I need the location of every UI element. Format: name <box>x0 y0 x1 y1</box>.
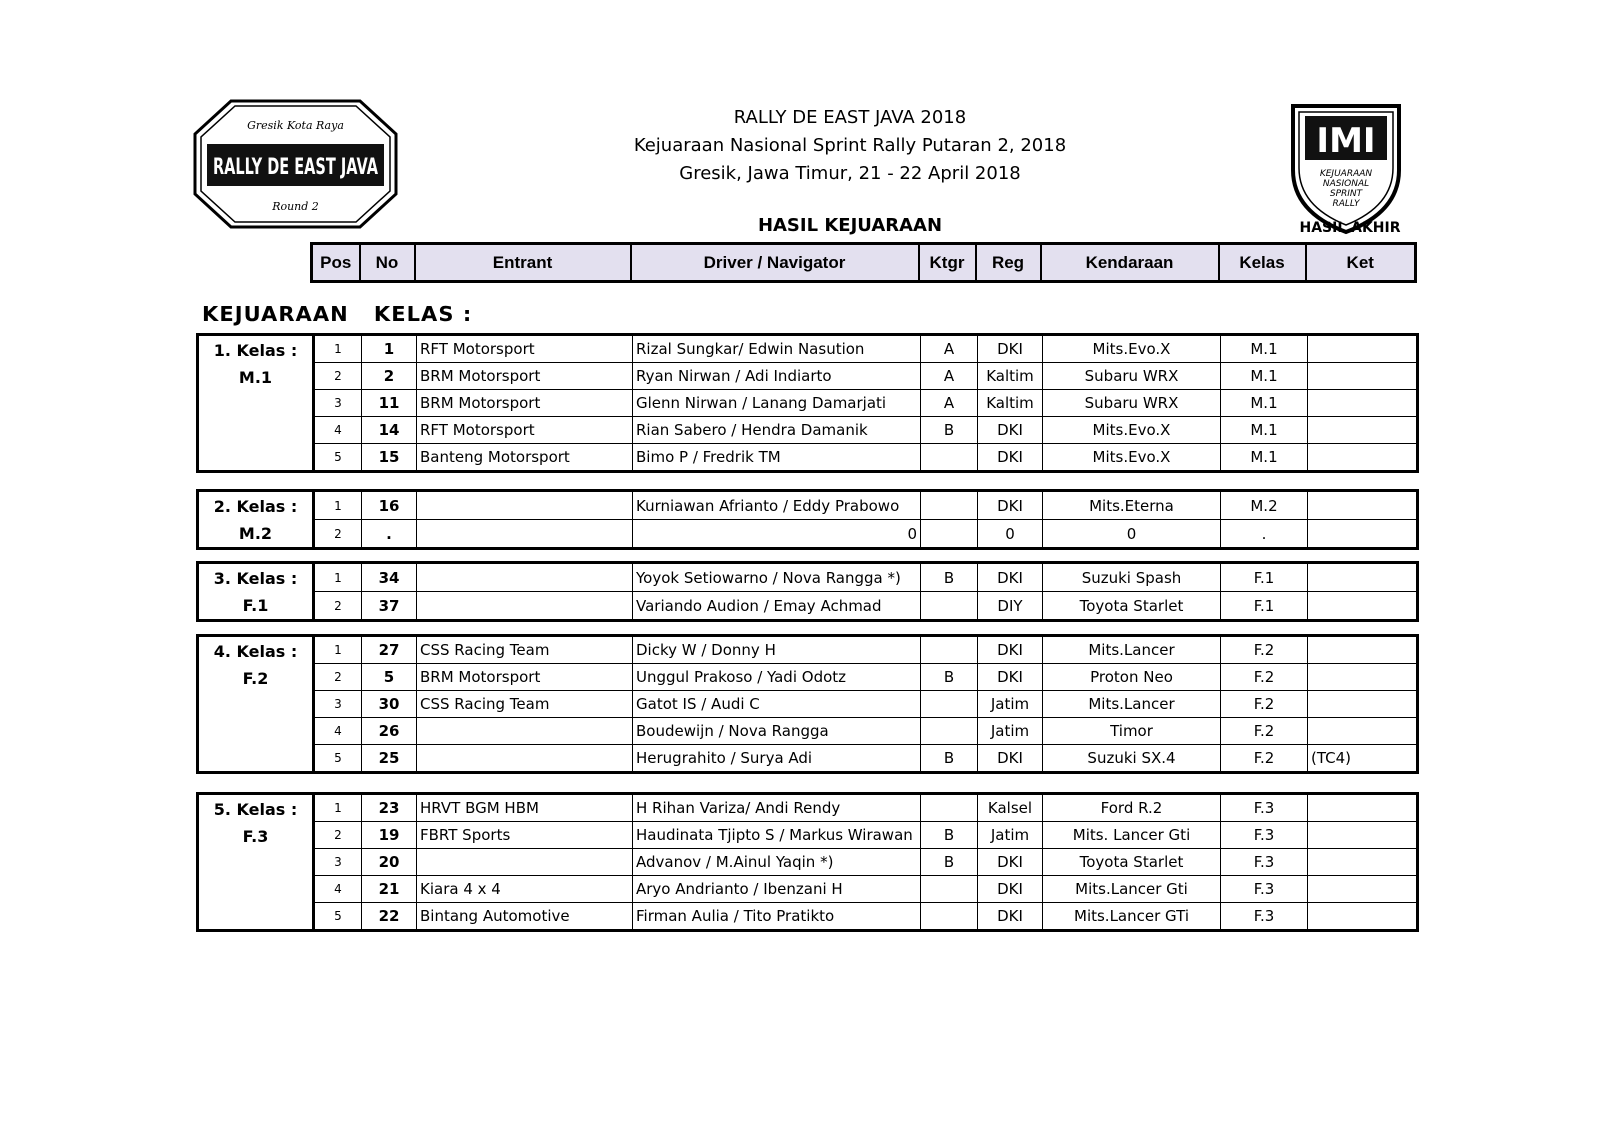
cell-ktgr: B <box>921 849 978 876</box>
cell-kelas: F.2 <box>1221 636 1308 664</box>
cell-no: 2 <box>362 363 417 390</box>
cell-vehicle: Suzuki SX.4 <box>1043 745 1221 773</box>
cell-reg: DKI <box>978 444 1043 472</box>
class-label-cell <box>198 335 314 472</box>
svg-text:RALLY DE EAST JAVA: RALLY DE EAST JAVA <box>213 155 378 180</box>
svg-text:KEJUARAAN: KEJUARAAN <box>1319 169 1373 179</box>
svg-text:Gresik Kota Raya: Gresik Kota Raya <box>247 119 344 132</box>
class-label-cell <box>198 636 314 773</box>
imi-logo <box>1287 100 1405 236</box>
class-group-table <box>196 333 1419 473</box>
cell-kelas: M.2 <box>1221 491 1308 520</box>
table-row <box>198 849 1418 876</box>
class-code: M.2 <box>238 524 273 543</box>
table-row <box>198 444 1418 472</box>
cell-vehicle: Timor <box>1043 718 1221 745</box>
cell-reg: DKI <box>978 849 1043 876</box>
table-row <box>198 563 1418 592</box>
cell-reg: DKI <box>978 876 1043 903</box>
cell-ktgr <box>921 718 978 745</box>
cell-pos: 1 <box>314 636 362 664</box>
cell-vehicle: Subaru WRX <box>1043 363 1221 390</box>
cell-vehicle: 0 <box>1043 520 1221 549</box>
cell-vehicle: Suzuki Spash <box>1043 563 1221 592</box>
cell-entrant: FBRT Sports <box>417 822 633 849</box>
cell-driver: Glenn Nirwan / Lanang Damarjati <box>633 390 921 417</box>
cell-no: 16 <box>362 491 417 520</box>
cell-reg: Kaltim <box>978 390 1043 417</box>
cell-driver: Boudewijn / Nova Rangga <box>633 718 921 745</box>
cell-no: 1 <box>362 335 417 363</box>
column-header-kendaraan: Kendaraan <box>1041 244 1219 282</box>
column-header-driver-navigator: Driver / Navigator <box>631 244 919 282</box>
cell-no: 23 <box>362 794 417 822</box>
cell-driver: Firman Aulia / Tito Pratikto <box>633 903 921 931</box>
column-header-row <box>310 242 1417 283</box>
cell-entrant <box>417 745 633 773</box>
cell-ket <box>1308 664 1418 691</box>
cell-driver: Rian Sabero / Hendra Damanik <box>633 417 921 444</box>
cell-kelas: F.2 <box>1221 664 1308 691</box>
svg-text:RALLY: RALLY <box>1332 199 1360 209</box>
cell-ktgr <box>921 491 978 520</box>
cell-ket <box>1308 491 1418 520</box>
cell-no: 37 <box>362 592 417 621</box>
cell-pos: 2 <box>314 822 362 849</box>
cell-driver: Gatot IS / Audi C <box>633 691 921 718</box>
cell-reg: Kaltim <box>978 363 1043 390</box>
cell-kelas: M.1 <box>1221 417 1308 444</box>
table-row <box>198 491 1418 520</box>
cell-kelas: F.1 <box>1221 563 1308 592</box>
cell-vehicle: Mits.Lancer <box>1043 691 1221 718</box>
class-code: M.1 <box>238 368 273 387</box>
event-title: RALLY DE EAST JAVA 2018 <box>733 107 967 128</box>
result-status: HASIL AKHIR <box>1299 220 1401 236</box>
cell-kelas: F.2 <box>1221 745 1308 773</box>
table-row <box>198 745 1418 773</box>
cell-vehicle: Mits.Evo.X <box>1043 335 1221 363</box>
cell-pos: 5 <box>314 903 362 931</box>
cell-ktgr: A <box>921 390 978 417</box>
cell-entrant: BRM Motorsport <box>417 363 633 390</box>
class-label: 3. Kelas : <box>213 569 298 588</box>
cell-vehicle: Mits.Lancer Gti <box>1043 876 1221 903</box>
cell-ket <box>1308 520 1418 549</box>
cell-ktgr: B <box>921 822 978 849</box>
class-label: 4. Kelas : <box>213 642 298 661</box>
document-heading <box>600 104 1100 188</box>
cell-ket <box>1308 794 1418 822</box>
cell-ket <box>1308 417 1418 444</box>
cell-pos: 1 <box>314 335 362 363</box>
cell-reg: DKI <box>978 745 1043 773</box>
result-title: HASIL KEJUARAAN <box>757 215 943 236</box>
cell-reg: DKI <box>978 563 1043 592</box>
cell-reg: DKI <box>978 903 1043 931</box>
cell-entrant <box>417 592 633 621</box>
cell-kelas: F.2 <box>1221 718 1308 745</box>
cell-entrant: CSS Racing Team <box>417 636 633 664</box>
cell-ktgr: A <box>921 363 978 390</box>
cell-pos: 2 <box>314 520 362 549</box>
cell-ket <box>1308 691 1418 718</box>
cell-ktgr <box>921 691 978 718</box>
cell-vehicle: Toyota Starlet <box>1043 849 1221 876</box>
column-header-no: No <box>360 244 415 282</box>
cell-reg: DIY <box>978 592 1043 621</box>
class-group-table <box>196 792 1419 932</box>
cell-ktgr: A <box>921 335 978 363</box>
class-code: F.2 <box>242 669 269 688</box>
cell-pos: 1 <box>314 491 362 520</box>
column-header-pos: Pos <box>312 244 360 282</box>
cell-driver: Aryo Andrianto / Ibenzani H <box>633 876 921 903</box>
cell-entrant: Banteng Motorsport <box>417 444 633 472</box>
cell-no: 26 <box>362 718 417 745</box>
cell-ktgr <box>921 636 978 664</box>
cell-kelas: . <box>1221 520 1308 549</box>
cell-no: 15 <box>362 444 417 472</box>
column-header-reg: Reg <box>976 244 1041 282</box>
cell-reg: DKI <box>978 335 1043 363</box>
cell-no: 11 <box>362 390 417 417</box>
cell-reg: DKI <box>978 664 1043 691</box>
cell-kelas: F.3 <box>1221 794 1308 822</box>
cell-pos: 2 <box>314 363 362 390</box>
cell-entrant <box>417 520 633 549</box>
table-row <box>198 636 1418 664</box>
cell-entrant: BRM Motorsport <box>417 664 633 691</box>
table-row <box>198 363 1418 390</box>
cell-entrant <box>417 849 633 876</box>
cell-entrant: BRM Motorsport <box>417 390 633 417</box>
cell-vehicle: Subaru WRX <box>1043 390 1221 417</box>
class-group-table <box>196 561 1419 622</box>
cell-ket <box>1308 718 1418 745</box>
cell-pos: 4 <box>314 417 362 444</box>
cell-driver: Yoyok Setiowarno / Nova Rangga *) <box>633 563 921 592</box>
cell-entrant: Bintang Automotive <box>417 903 633 931</box>
cell-pos: 3 <box>314 849 362 876</box>
cell-pos: 5 <box>314 444 362 472</box>
cell-no: 22 <box>362 903 417 931</box>
cell-pos: 4 <box>314 718 362 745</box>
rally-de-east-java-logo <box>193 98 398 230</box>
svg-text:SPRINT: SPRINT <box>1329 189 1363 199</box>
cell-ket <box>1308 849 1418 876</box>
cell-driver: Ryan Nirwan / Adi Indiarto <box>633 363 921 390</box>
cell-ktgr: B <box>921 745 978 773</box>
cell-driver: Variando Audion / Emay Achmad <box>633 592 921 621</box>
cell-ket: (TC4) <box>1308 745 1418 773</box>
cell-reg: DKI <box>978 636 1043 664</box>
cell-vehicle: Ford R.2 <box>1043 794 1221 822</box>
class-group-table <box>196 489 1419 550</box>
cell-no: 34 <box>362 563 417 592</box>
cell-driver: Unggul Prakoso / Yadi Odotz <box>633 664 921 691</box>
cell-entrant: RFT Motorsport <box>417 335 633 363</box>
table-row <box>198 592 1418 621</box>
cell-ket <box>1308 390 1418 417</box>
cell-vehicle: Mits.Lancer GTi <box>1043 903 1221 931</box>
table-row <box>198 876 1418 903</box>
table-row <box>198 691 1418 718</box>
cell-pos: 3 <box>314 390 362 417</box>
cell-ktgr <box>921 876 978 903</box>
class-code: F.1 <box>242 596 269 615</box>
cell-ktgr <box>921 903 978 931</box>
cell-ket <box>1308 876 1418 903</box>
cell-entrant: HRVT BGM HBM <box>417 794 633 822</box>
cell-no: 30 <box>362 691 417 718</box>
cell-driver: Bimo P / Fredrik TM <box>633 444 921 472</box>
table-row <box>198 417 1418 444</box>
class-code: F.3 <box>242 827 269 846</box>
cell-no: 20 <box>362 849 417 876</box>
cell-ket <box>1308 903 1418 931</box>
cell-kelas: M.1 <box>1221 335 1308 363</box>
cell-entrant <box>417 491 633 520</box>
cell-vehicle: Mits.Lancer <box>1043 636 1221 664</box>
cell-ket <box>1308 822 1418 849</box>
section-title: KEJUARAAN KELAS : <box>202 302 473 326</box>
table-row <box>198 822 1418 849</box>
cell-ktgr <box>921 794 978 822</box>
cell-vehicle: Mits.Evo.X <box>1043 444 1221 472</box>
cell-pos: 2 <box>314 592 362 621</box>
cell-ktgr: B <box>921 664 978 691</box>
cell-reg: Jatim <box>978 822 1043 849</box>
column-header-kelas: Kelas <box>1219 244 1306 282</box>
cell-driver: Rizal Sungkar/ Edwin Nasution <box>633 335 921 363</box>
class-label-cell <box>198 491 314 549</box>
column-header-entrant: Entrant <box>415 244 631 282</box>
cell-reg: Kalsel <box>978 794 1043 822</box>
cell-kelas: F.2 <box>1221 691 1308 718</box>
cell-driver: Herugrahito / Surya Adi <box>633 745 921 773</box>
cell-pos: 3 <box>314 691 362 718</box>
cell-kelas: F.3 <box>1221 849 1308 876</box>
table-row <box>198 794 1418 822</box>
cell-vehicle: Toyota Starlet <box>1043 592 1221 621</box>
cell-driver: Advanov / M.Ainul Yaqin *) <box>633 849 921 876</box>
cell-kelas: F.3 <box>1221 822 1308 849</box>
cell-entrant <box>417 563 633 592</box>
cell-kelas: F.1 <box>1221 592 1308 621</box>
column-header-ktgr: Ktgr <box>919 244 976 282</box>
cell-ket <box>1308 563 1418 592</box>
cell-pos: 2 <box>314 664 362 691</box>
cell-reg: DKI <box>978 417 1043 444</box>
cell-no: 25 <box>362 745 417 773</box>
cell-reg: Jatim <box>978 691 1043 718</box>
cell-driver: H Rihan Variza/ Andi Rendy <box>633 794 921 822</box>
cell-kelas: M.1 <box>1221 390 1308 417</box>
cell-pos: 1 <box>314 794 362 822</box>
class-label: 5. Kelas : <box>213 800 298 819</box>
cell-ket <box>1308 444 1418 472</box>
cell-no: 19 <box>362 822 417 849</box>
cell-kelas: M.1 <box>1221 363 1308 390</box>
cell-entrant: CSS Racing Team <box>417 691 633 718</box>
cell-vehicle: Proton Neo <box>1043 664 1221 691</box>
cell-vehicle: Mits.Eterna <box>1043 491 1221 520</box>
table-row <box>198 718 1418 745</box>
svg-text:IMI: IMI <box>1316 121 1376 161</box>
cell-vehicle: Mits. Lancer Gti <box>1043 822 1221 849</box>
cell-ktgr: B <box>921 563 978 592</box>
cell-no: 14 <box>362 417 417 444</box>
table-row <box>198 903 1418 931</box>
cell-pos: 1 <box>314 563 362 592</box>
svg-text:NASIONAL: NASIONAL <box>1322 179 1370 189</box>
cell-ktgr <box>921 520 978 549</box>
cell-ket <box>1308 335 1418 363</box>
class-group-table <box>196 634 1419 774</box>
cell-driver: Kurniawan Afrianto / Eddy Prabowo <box>633 491 921 520</box>
class-label: 2. Kelas : <box>213 497 298 516</box>
cell-ket <box>1308 592 1418 621</box>
cell-kelas: F.3 <box>1221 876 1308 903</box>
cell-ktgr: B <box>921 417 978 444</box>
cell-pos: 5 <box>314 745 362 773</box>
column-header-ket: Ket <box>1306 244 1416 282</box>
class-label-cell <box>198 563 314 621</box>
cell-entrant <box>417 718 633 745</box>
event-subtitle: Kejuaraan Nasional Sprint Rally Putaran 2, 2018 <box>633 135 1067 156</box>
cell-vehicle: Mits.Evo.X <box>1043 417 1221 444</box>
cell-ktgr <box>921 592 978 621</box>
cell-no: 5 <box>362 664 417 691</box>
table-row <box>198 335 1418 363</box>
class-label-cell <box>198 794 314 931</box>
cell-reg: DKI <box>978 491 1043 520</box>
cell-no: 21 <box>362 876 417 903</box>
cell-reg: 0 <box>978 520 1043 549</box>
table-row <box>198 390 1418 417</box>
cell-kelas: F.3 <box>1221 903 1308 931</box>
cell-ktgr <box>921 444 978 472</box>
table-row <box>198 520 1418 549</box>
cell-driver: Dicky W / Donny H <box>633 636 921 664</box>
cell-no: 27 <box>362 636 417 664</box>
cell-entrant: RFT Motorsport <box>417 417 633 444</box>
cell-driver: Haudinata Tjipto S / Markus Wirawan <box>633 822 921 849</box>
cell-ket <box>1308 636 1418 664</box>
class-label: 1. Kelas : <box>213 341 298 360</box>
svg-text:Round 2: Round 2 <box>272 200 319 213</box>
event-location-date: Gresik, Jawa Timur, 21 - 22 April 2018 <box>679 163 1021 184</box>
table-row <box>198 664 1418 691</box>
cell-reg: Jatim <box>978 718 1043 745</box>
cell-kelas: M.1 <box>1221 444 1308 472</box>
cell-no: . <box>362 520 417 549</box>
cell-ket <box>1308 363 1418 390</box>
cell-pos: 4 <box>314 876 362 903</box>
cell-entrant: Kiara 4 x 4 <box>417 876 633 903</box>
cell-driver: 0 <box>633 520 921 549</box>
